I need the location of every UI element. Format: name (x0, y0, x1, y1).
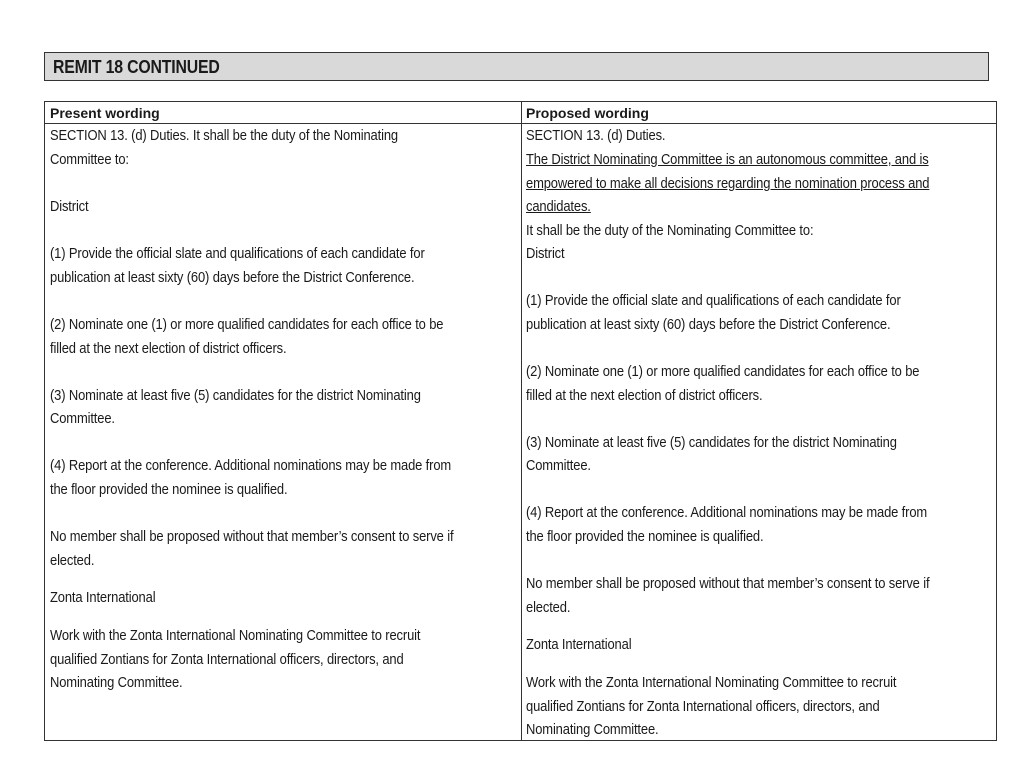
proposed-line: SECTION 13. (d) Duties. (526, 128, 666, 144)
present-line: the floor provided the nominee is qualified. (50, 482, 288, 498)
proposed-line: filled at the next election of district officers. (526, 388, 763, 404)
present-line: Committee to: (50, 152, 129, 168)
header-divider (45, 123, 996, 124)
present-line: Nominating Committee. (50, 675, 183, 691)
present-line: filled at the next election of district officers. (50, 341, 287, 357)
present-line: qualified Zontians for Zonta International officers, directors, and (50, 652, 404, 668)
proposed-line: Nominating Committee. (526, 722, 659, 738)
proposed-line: Committee. (526, 458, 591, 474)
present-line: (3) Nominate at least five (5) candidates for the district Nominating (50, 388, 421, 404)
proposed-line: (2) Nominate one (1) or more qualified candidates for each office to be (526, 364, 920, 380)
present-line: SECTION 13. (d) Duties. It shall be the duty of the Nominating (50, 128, 398, 144)
remit-title: REMIT 18 CONTINUED (53, 57, 220, 77)
wording-comparison-table (44, 101, 997, 741)
proposed-wording-header: Proposed wording (526, 105, 649, 121)
proposed-line: It shall be the duty of the Nominating Committee to: (526, 223, 814, 239)
proposed-line: (3) Nominate at least five (5) candidates for the district Nominating (526, 435, 897, 451)
proposed-line-inserted: empowered to make all decisions regarding the nomination process and (526, 176, 930, 192)
proposed-line: District (526, 246, 565, 262)
present-line: Zonta International (50, 590, 156, 606)
present-line: elected. (50, 553, 95, 569)
present-line: (2) Nominate one (1) or more qualified candidates for each office to be (50, 317, 444, 333)
present-line: District (50, 199, 89, 215)
proposed-line-inserted: candidates. (526, 199, 591, 215)
column-divider (521, 102, 522, 740)
present-line: No member shall be proposed without that member’s consent to serve if (50, 529, 454, 545)
proposed-line: publication at least sixty (60) days before the District Conference. (526, 317, 891, 333)
present-line: publication at least sixty (60) days before the District Conference. (50, 270, 415, 286)
proposed-line: (1) Provide the official slate and qualifications of each candidate for (526, 293, 901, 309)
proposed-line: No member shall be proposed without that member’s consent to serve if (526, 576, 930, 592)
proposed-line: qualified Zontians for Zonta International officers, directors, and (526, 699, 880, 715)
present-line: (4) Report at the conference. Additional nominations may be made from (50, 458, 452, 474)
proposed-line: (4) Report at the conference. Additional nominations may be made from (526, 505, 928, 521)
proposed-line: Work with the Zonta International Nominating Committee to recruit (526, 675, 897, 691)
present-line: Work with the Zonta International Nominating Committee to recruit (50, 628, 421, 644)
present-wording-header: Present wording (50, 105, 160, 121)
proposed-line: the floor provided the nominee is qualified. (526, 529, 764, 545)
proposed-line: elected. (526, 600, 571, 616)
present-line: (1) Provide the official slate and qualifications of each candidate for (50, 246, 425, 262)
remit-title-bar (44, 52, 989, 81)
proposed-line-inserted: The District Nominating Committee is an autonomous committee, and is (526, 152, 929, 168)
present-line: Committee. (50, 411, 115, 427)
proposed-line: Zonta International (526, 637, 632, 653)
